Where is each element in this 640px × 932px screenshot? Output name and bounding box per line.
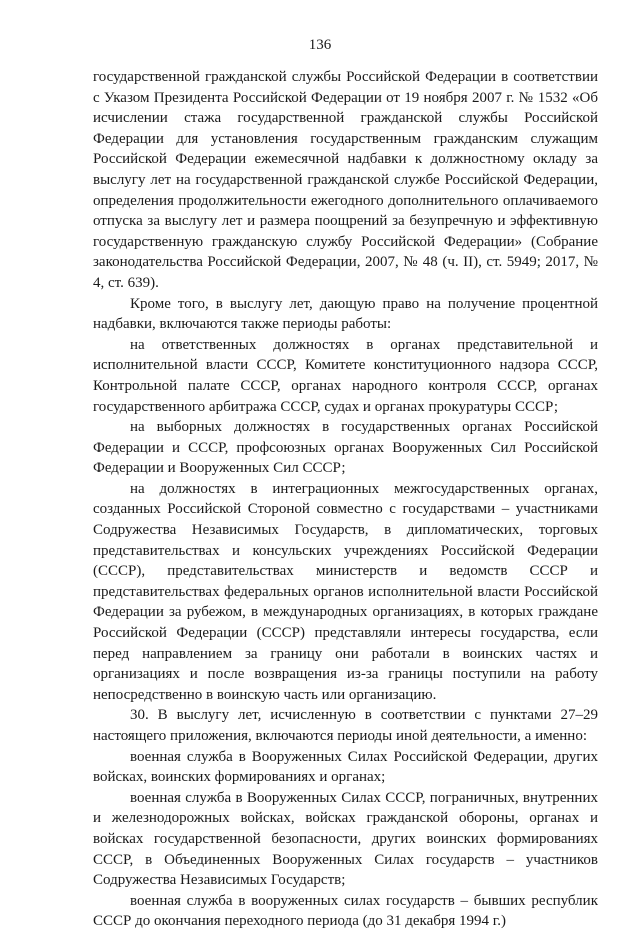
document-body (93, 67, 598, 932)
paragraph-military-service-rf: военная служба в Вооруженных Силах Российской Федерации, других войсках, воинских формированиях и органах; (93, 748, 598, 786)
paragraph-elected-positions: на выборных должностях в государственных органах Российской Федерации и СССР, профсоюзных органах Вооруженных Сил Российской Федерации и Вооруженных Сил СССР; (93, 419, 598, 477)
paragraph-item-30: 30. В выслугу лет, исчисленную в соответствии с пунктами 27–29 настоящего приложения, включаются периоды иной деятельности, а именно: (93, 707, 598, 744)
paragraph-military-service-former-republics: военная служба в вооруженных силах государств – бывших республик СССР до окончания переходного периода (до 31 декабря 1994 г.) (93, 892, 598, 930)
paragraph-military-service-ussr: военная служба в Вооруженных Силах СССР, пограничных, внутренних и железнодорожных войсках, войсках гражданской обороны, органах и войсках государственной безопасности, других воинских формированиях СССР, в Объединенных Вооруженных Силах государств – участников Содружества Независимых Государств; (93, 789, 598, 889)
paragraph-continuation: государственной гражданской службы Российской Федерации в соответствии с Указом Президента Российской Федерации от 19 ноября 2007 г. № 1532 «Об исчислении стажа государственной гражданской службы Российской Федерации для установления государственным гражданским служащим Российской Федерации ежемесячной надбавки к должностному окладу за выслугу лет на государственной гражданской службе Российской Федерации, определения продолжительности ежегодного дополнительного оплачиваемого отпуска за выслугу лет и размера поощрений за безупречную и эффективную государственную гражданскую службу Российской Федерации» (Собрание законодательства Российской Федерации, 2007, № 48 (ч. II), ст. 5949; 2017, № 4, ст. 639). (93, 69, 598, 291)
paragraph-responsible-positions: на ответственных должностях в органах представительной и исполнительной власти СССР, Комитете конституционного надзора СССР, Контрольной палате СССР, органах народного контроля СССР, органах государственного арбитража СССР, судах и органах прокуратуры СССР; (93, 336, 598, 415)
page-number: 136 (308, 37, 332, 53)
paragraph-additional-periods: Кроме того, в выслугу лет, дающую право на получение процентной надбавки, включаются также периоды работы: (93, 295, 598, 333)
paragraph-intergovernmental-bodies: на должностях в интеграционных межгосударственных органах, созданных Российской Стороной совместно с государствами – участниками Содружества Независимых Государств, в дипломатических, торговых представительствах и консульских учреждениях Российской Федерации (СССР), представительствах министерств и ведомств СССР и представительствах федеральных органов исполнительной власти Российской Федерации за рубежом, в международных организациях, в которых граждане Российской Федерации (СССР) представляли интересы государства, если перед направлением за границу они работали в воинских частях и организациях и после возвращения из-за границы поступили на работу непосредственно в воинскую часть или организацию. (93, 480, 598, 703)
